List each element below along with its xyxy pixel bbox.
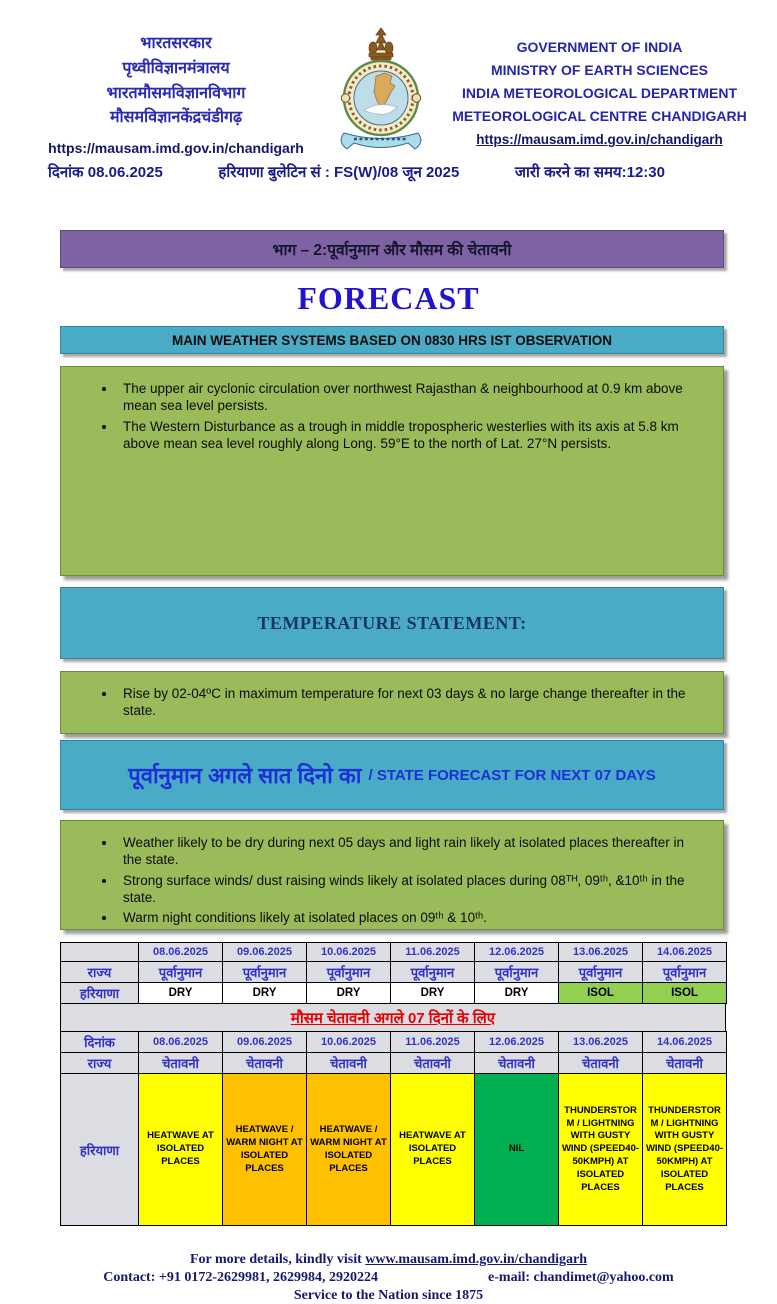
state-forecast-box [60,820,724,930]
org-line-en: METEOROLOGICAL CENTRE CHANDIGARH [452,108,747,125]
date-cell: 12.06.2025 [475,1032,559,1053]
date-cell: 14.06.2025 [643,1032,727,1053]
date-cell: 08.06.2025 [139,943,223,962]
warning-value-cell: THUNDERSTORM / LIGHTNING WITH GUSTY WIND (SPEED40-50KMPH) AT ISOLATED PLACES [559,1074,643,1226]
date-label-cell: दिनांक [61,1032,139,1053]
date-cell: 13.06.2025 [559,943,643,962]
date-cell: 09.06.2025 [223,943,307,962]
warning-label-cell: चेतावनी [643,1053,727,1074]
bulletin-meta-line [0,156,777,182]
forecast-value-cell: DRY [223,983,307,1004]
date-cell: 08.06.2025 [139,1032,223,1053]
forecast-value-cell: ISOL [559,983,643,1004]
forecast-table-date-row [61,943,727,962]
weather-bullet: • The Western Disturbance as a trough in middle tropospheric westerlies with its axis at 5.8 km above mean sea level roughly along Long. 59°E to the north of Lat. 27°N persists. [117,418,701,453]
footer-email-link[interactable]: chandimet@yahoo.com [533,1270,674,1286]
main-weather-systems-box [60,366,724,576]
date-cell: 11.06.2025 [391,943,475,962]
forecast-label-cell: पूर्वानुमान [223,962,307,983]
footer-contact: Contact: +91 0172-2629981, 2629984, 2920224 [103,1270,379,1286]
bulletin-date: दिनांक 08.06.2025 [48,164,163,182]
footer-visit-text: For more details, kindly visit [190,1252,362,1268]
warning-value-cell: THUNDERSTORM / LIGHTNING WITH GUSTY WIND (SPEED40-50KMPH) AT ISOLATED PLACES [643,1074,727,1226]
forecast-label-cell: पूर्वानुमान [643,962,727,983]
forecast-value-cell: DRY [391,983,475,1004]
state-forecast-banner [60,740,724,810]
org-line-hi: भारतसरकार [140,35,212,52]
forecast-value-cell: ISOL [643,983,727,1004]
forecast-table-label-row [61,962,727,983]
forecast-value-cell: DRY [475,983,559,1004]
header-left-hindi [30,24,322,156]
state-forecast-bullet: • Strong surface winds/ dust raising winds likely at isolated places during 08ᵀᴴ, 09ᵗʰ, &10ᵗʰ in the state. [117,872,701,907]
region-label-cell: हरियाणा [61,1074,139,1226]
date-cell: 10.06.2025 [307,943,391,962]
temperature-statement-box [60,671,724,734]
date-cell: 13.06.2025 [559,1032,643,1053]
warning-value-cell: HEATWAVE / WARM NIGHT AT ISOLATED PLACES [307,1074,391,1226]
org-line-hi: भारतमौसमविज्ञानविभाग [106,84,246,102]
org-line-en: INDIA METEOROLOGICAL DEPARTMENT [461,85,738,102]
forecast-value-cell: DRY [307,983,391,1004]
empty-corner-cell [61,943,139,962]
temperature-banner [60,587,724,659]
part2-banner-title: भाग – 2:पूर्वानुमान और मौसम की चेतावनी [272,242,512,260]
forecast-label-cell: पूर्वानुमान [475,962,559,983]
warning-value-cell: NIL [475,1074,559,1226]
warning-label-cell: चेतावनी [475,1053,559,1074]
state-label-cell: राज्य [61,1053,139,1074]
forecast-label-cell: पूर्वानुमान [391,962,475,983]
region-label-cell: हरियाणा [61,983,139,1004]
forecast-label-cell: पूर्वानुमान [139,962,223,983]
forecast-table [60,942,727,1004]
warning-value-cell: HEATWAVE AT ISOLATED PLACES [139,1074,223,1226]
date-cell: 11.06.2025 [391,1032,475,1053]
main-weather-banner-title: MAIN WEATHER SYSTEMS BASED ON 0830 HRS IST OBSERVATION [171,332,613,348]
main-weather-banner [60,326,724,354]
footer-email-label: e-mail: [488,1270,531,1286]
footer-website-link[interactable]: www.mausam.imd.gov.in/chandigarh [365,1252,587,1268]
emblem-container [322,24,440,152]
temperature-banner-title: TEMPERATURE STATEMENT: [257,612,527,633]
warning-label-cell: चेतावनी [139,1053,223,1074]
warning-heading-band [60,1003,726,1032]
forecast-table-haryana-row [61,983,727,1004]
state-label-cell: राज्य [61,962,139,983]
org-line-hi: मौसमविज्ञानकेंद्रचंडीगढ़ [109,109,243,127]
warning-label-cell: चेतावनी [559,1053,643,1074]
state-forecast-bullet: • Weather likely to be dry during next 05 days and light rain likely at isolated places thereafter in the state. [117,834,701,869]
warning-value-cell: HEATWAVE AT ISOLATED PLACES [391,1074,475,1226]
org-line-en: GOVERNMENT OF INDIA [516,39,683,55]
state-forecast-title-hindi: पूर्वानुमान अगले सात दिनो का [128,763,362,789]
forecast-label-cell: पूर्वानुमान [307,962,391,983]
temperature-bullet: • Rise by 02-04ºC in maximum temperature for next 03 days & no large change thereafter in the state. [117,685,701,720]
footer [0,1252,777,1304]
date-cell: 14.06.2025 [643,943,727,962]
warning-label-cell: चेतावनी [307,1053,391,1074]
weather-bullet: • The upper air cyclonic circulation over northwest Rajasthan & neighbourhood at 0.9 km above mean sea level persists. [117,380,701,415]
warning-heading-text: मौसम चेतावनी अगले 07 दिनों के लिए [290,1009,496,1027]
warning-label-cell: चेतावनी [391,1053,475,1074]
issue-time: जारी करने का समय:12:30 [514,164,665,182]
warning-label-cell: चेतावनी [223,1053,307,1074]
header [0,0,777,156]
date-cell: 12.06.2025 [475,943,559,962]
warning-table-label-row [61,1053,727,1074]
state-forecast-bullet: • Warm night conditions likely at isolated places on 09ᵗʰ & 10ᵗʰ. [117,909,701,926]
forecast-heading: FORECAST [297,280,480,317]
bulletin-number: हरियाणा बुलेटिन सं : FS(W)/08 जून 2025 [218,164,460,182]
left-website-link[interactable]: https://mausam.imd.gov.in/chandigarh [48,140,304,157]
org-line-hi: पृथ्वीविज्ञानमंत्रालय [122,59,230,77]
warning-table-haryana-row [61,1074,727,1226]
part2-banner [60,230,724,268]
header-right-english [440,24,759,149]
warning-table [60,1031,727,1226]
forecast-value-cell: DRY [139,983,223,1004]
state-forecast-title-english: / STATE FORECAST FOR NEXT 07 DAYS [368,766,656,784]
date-cell: 09.06.2025 [223,1032,307,1053]
warning-table-date-row [61,1032,727,1053]
forecast-label-cell: पूर्वानुमान [559,962,643,983]
org-line-en: MINISTRY OF EARTH SCIENCES [490,62,709,79]
date-cell: 10.06.2025 [307,1032,391,1053]
right-website-link[interactable]: https://mausam.imd.gov.in/chandigarh [476,132,723,148]
warning-value-cell: HEATWAVE / WARM NIGHT AT ISOLATED PLACES [223,1074,307,1226]
imd-emblem-logo [328,26,434,152]
footer-tagline: Service to the Nation since 1875 [293,1288,484,1304]
